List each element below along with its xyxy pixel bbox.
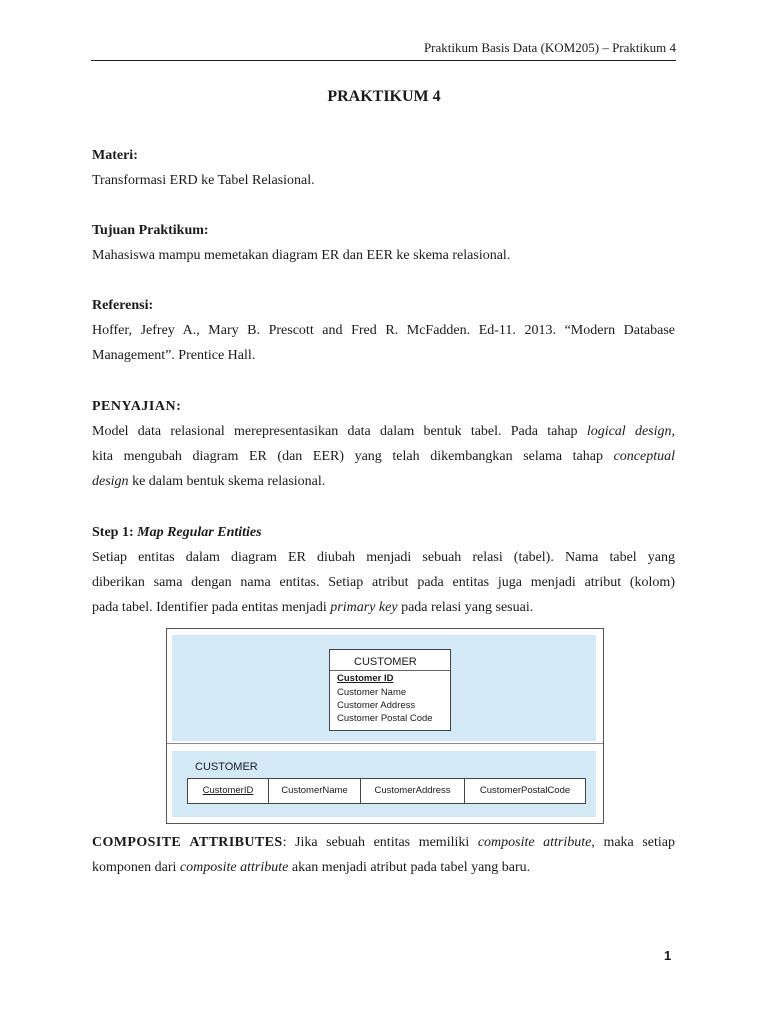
penyajian-line xyxy=(92,444,675,469)
tujuan-text: Mahasiswa mampu memetakan diagram ER dan EER ke skema relasional. xyxy=(92,248,511,263)
step1-line: diberikan sama dengan nama entitas. Setiap atribut pada entitas juga menjadi atribut (kolom) xyxy=(92,575,675,590)
referensi-line: Hoffer, Jefrey A., Mary B. Prescott and Fred R. McFadden. Ed-11. 2013. “Modern Database xyxy=(92,323,675,338)
relation-column: CustomerName xyxy=(268,779,360,803)
entity-divider xyxy=(330,670,450,671)
tujuan-heading: Tujuan Praktikum: xyxy=(92,223,209,238)
penyajian-emphasis: design xyxy=(92,474,129,489)
relation-panel xyxy=(172,751,596,817)
penyajian-heading: PENYAJIAN: xyxy=(92,399,182,414)
step1-text: pada relasi yang sesuai. xyxy=(397,600,534,615)
penyajian-text: Model data relasional merepresentasikan data dalam bentuk tabel. Pada tahap xyxy=(92,424,587,439)
penyajian-emphasis: logical design, xyxy=(586,424,675,439)
composite-line xyxy=(92,855,675,880)
step1-heading-prefix: Step 1: xyxy=(92,525,138,540)
entity-box xyxy=(329,649,451,731)
referensi-section xyxy=(92,293,675,368)
composite-text: akan menjadi atribut pada tabel yang baru. xyxy=(288,860,531,875)
page-title: PRAKTIKUM 4 xyxy=(327,88,441,105)
composite-heading: COMPOSITE ATTRIBUTES xyxy=(92,835,283,850)
primary-key: CustomerID xyxy=(202,785,254,796)
penyajian-line xyxy=(92,469,675,494)
tujuan-section xyxy=(92,218,675,268)
entity-identifier: Customer ID xyxy=(337,673,394,684)
relation-column: CustomerAddress xyxy=(360,779,464,803)
page-number: 1 xyxy=(664,948,672,963)
step1-heading-title: Map Regular Entities xyxy=(137,525,262,540)
referensi-heading: Referensi: xyxy=(92,298,154,313)
step1-text: pada tabel. Identifier pada entitas menjadi xyxy=(92,600,331,615)
running-header: Praktikum Basis Data (KOM205) – Praktikum 4 xyxy=(423,40,676,55)
relation-table xyxy=(187,778,586,804)
entity-attribute: Customer Name xyxy=(337,687,407,698)
penyajian-section xyxy=(92,394,675,494)
relation-column xyxy=(188,779,268,803)
entity-name: CUSTOMER xyxy=(354,656,417,668)
entity-attribute: Customer Postal Code xyxy=(337,713,433,724)
composite-emphasis: composite attribute xyxy=(477,835,592,850)
composite-text: , maka setiap xyxy=(591,835,675,850)
relation-name: CUSTOMER xyxy=(195,761,258,773)
composite-line xyxy=(92,830,675,855)
step1-heading xyxy=(92,520,675,545)
penyajian-text: kita mengubah diagram ER (dan EER) yang telah dikembangkan selama tahap xyxy=(92,449,614,464)
figure-divider xyxy=(167,743,603,747)
referensi-line: Management”. Prentice Hall. xyxy=(92,348,256,363)
penyajian-line xyxy=(92,419,675,444)
relation-column: CustomerPostalCode xyxy=(464,779,585,803)
penyajian-text: ke dalam bentuk skema relasional. xyxy=(128,474,326,489)
step1-emphasis: primary key xyxy=(330,600,398,615)
step1-line xyxy=(92,595,675,620)
materi-section xyxy=(92,143,675,193)
composite-text: : Jika sebuah entitas memiliki xyxy=(282,835,478,850)
composite-section xyxy=(92,830,675,880)
step1-section xyxy=(92,520,675,620)
step1-line: Setiap entitas dalam diagram ER diubah menjadi sebuah relasi (tabel). Nama tabel yang xyxy=(92,550,675,565)
entity-attribute: Customer Address xyxy=(337,700,416,711)
penyajian-emphasis: conceptual xyxy=(613,449,675,464)
header-rule xyxy=(91,60,676,61)
materi-text: Transformasi ERD ke Tabel Relasional. xyxy=(92,173,315,188)
composite-text: komponen dari xyxy=(92,860,180,875)
composite-emphasis: composite attribute xyxy=(179,860,289,875)
materi-heading: Materi: xyxy=(92,148,138,163)
er-mapping-figure xyxy=(166,628,604,824)
er-diagram-panel xyxy=(172,635,596,741)
